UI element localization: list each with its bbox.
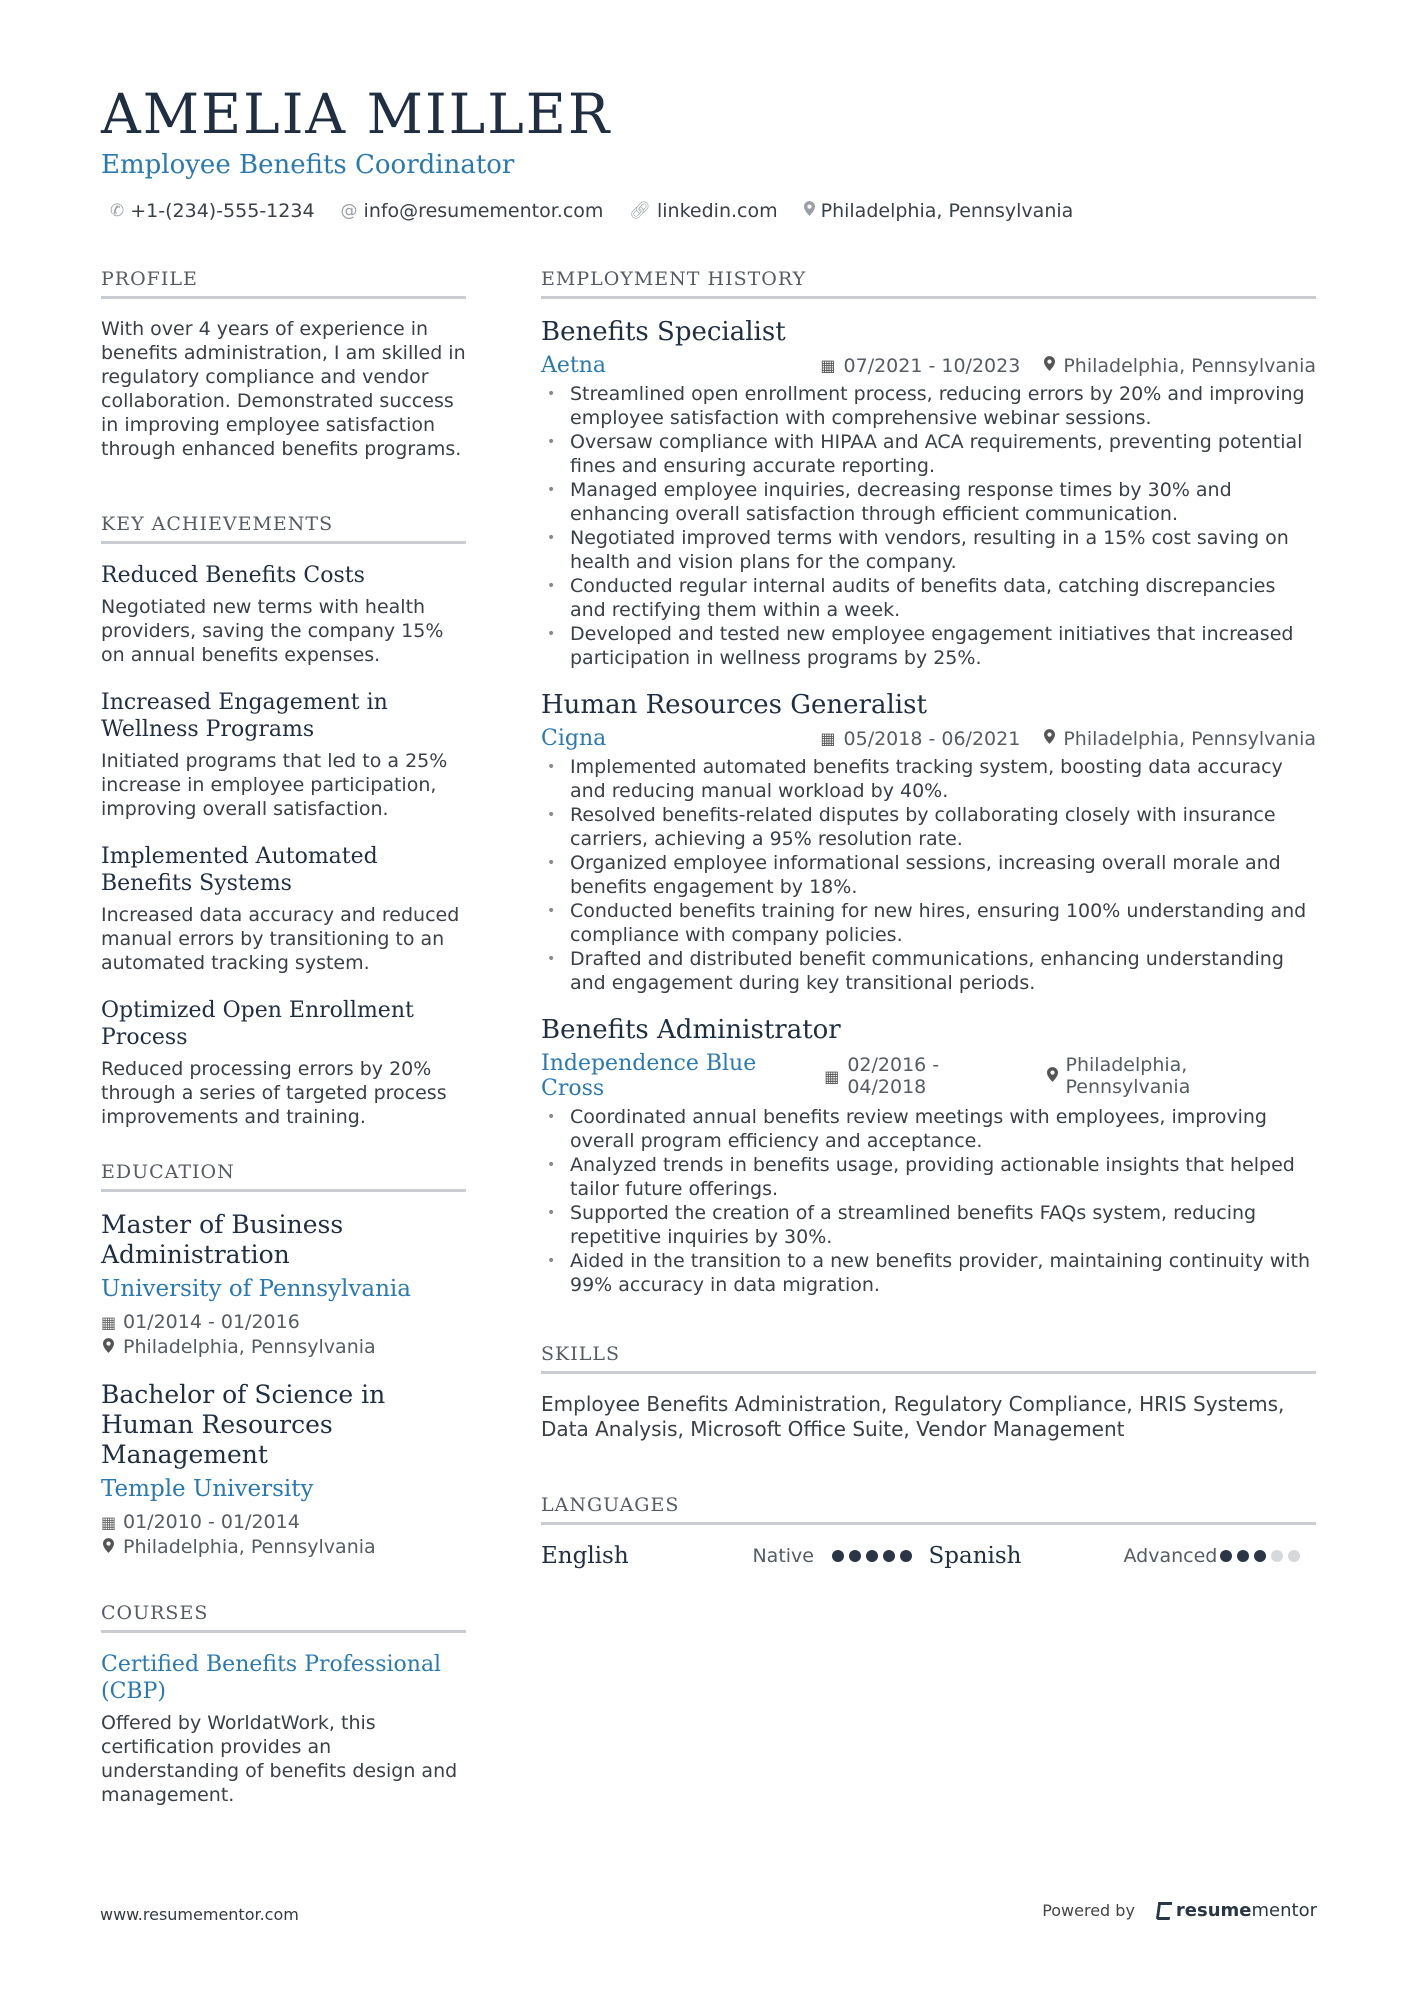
location-text: Philadelphia, Pennsylvania <box>1063 727 1316 750</box>
achievement-text: Initiated programs that led to a 25% increase in employee participation, improving overall satisfaction. <box>101 750 448 820</box>
job-bullet: • Conducted regular internal audits of benefits data, catching discrepancies and rectifying them within a week. <box>541 574 1316 622</box>
contact-bar <box>110 200 1073 222</box>
logo-mark-icon <box>1156 1902 1173 1920</box>
location-pin-icon <box>101 1535 115 1560</box>
course-title: Certified Benefits Professional (CBP) <box>101 1652 442 1704</box>
rating-dot-empty <box>1271 1550 1283 1562</box>
footer-website[interactable]: www.resumementor.com <box>100 1905 299 1924</box>
contact-email[interactable] <box>341 200 604 222</box>
job-bullet: • Organized employee informational sessions, increasing overall morale and benefits engagement by 18%. <box>541 851 1316 899</box>
dates-text: 07/2021 - 10/2023 <box>843 354 1021 377</box>
contact-location <box>804 200 1074 222</box>
rating-dot-filled <box>1254 1550 1266 1562</box>
location-text: Philadelphia, Pennsylvania <box>820 200 1074 222</box>
job-bullet: • Negotiated improved terms with vendors, resulting in a 15% cost saving on health and vision plans for the company. <box>541 526 1316 574</box>
job-dates <box>820 728 1020 750</box>
courses-section <box>101 1602 466 1807</box>
achievement-title: Reduced Benefits Costs <box>101 563 365 588</box>
language-rating <box>1220 1550 1300 1562</box>
achievement-title: Increased Engagement in Wellness Programs <box>101 690 388 742</box>
location-text: Philadelphia, Pennsylvania <box>1065 1054 1191 1098</box>
phone-text: +1-(234)-555-1234 <box>130 200 315 222</box>
achievement-item <box>101 843 466 975</box>
footer-brand <box>1042 1900 1317 1921</box>
education-item <box>101 1210 466 1360</box>
rating-dot-filled <box>832 1550 844 1562</box>
job-bullet: • Supported the creation of a streamlined benefits FAQs system, reducing repetitive inquiries by 30%. <box>541 1201 1316 1249</box>
job-dates <box>824 1054 1022 1098</box>
job-location <box>1044 728 1316 750</box>
job-entry <box>541 317 1316 670</box>
section-heading-languages: LANGUAGES <box>541 1494 1316 1525</box>
education-section <box>101 1161 466 1560</box>
school-name: University of Pennsylvania <box>101 1276 411 1302</box>
company-name: Independence Blue Cross <box>541 1051 757 1101</box>
logo-text-a: resume <box>1175 1900 1252 1921</box>
profile-section <box>101 268 466 461</box>
rating-dot-filled <box>866 1550 878 1562</box>
achievement-item <box>101 997 466 1129</box>
job-bullet: • Streamlined open enrollment process, reducing errors by 20% and improving employee satisfaction with comprehensive webinar sessions. <box>541 382 1316 430</box>
job-bullet: • Drafted and distributed benefit communications, enhancing understanding and engagement during key transitional periods. <box>541 947 1316 995</box>
degree-title: Bachelor of Science in Human Resources Management <box>101 1380 386 1469</box>
achievement-text: Increased data accuracy and reduced manual errors by transitioning to an automated tracking system. <box>101 904 460 974</box>
job-bullet: • Aided in the transition to a new benefits provider, maintaining continuity with 99% accuracy in data migration. <box>541 1249 1316 1297</box>
job-bullet: • Conducted benefits training for new hires, ensuring 100% understanding and compliance with company policies. <box>541 899 1316 947</box>
company-name: Cigna <box>541 726 607 751</box>
languages-section <box>541 1494 1316 1569</box>
location-pin-icon <box>1044 356 1055 375</box>
course-text: Offered by WorldatWork, this certification provides an understanding of benefits design and management. <box>101 1712 458 1806</box>
job-meta <box>820 728 1316 750</box>
achievement-item <box>101 689 466 821</box>
job-title: Employee Benefits Coordinator <box>101 150 515 180</box>
job-bullet: • Resolved benefits-related disputes by collaborating closely with insurance carriers, achieving a 95% resolution rate. <box>541 803 1316 851</box>
achievements-section <box>101 513 466 1129</box>
location-text: Philadelphia, Pennsylvania <box>1063 354 1316 377</box>
candidate-name: AMELIA MILLER <box>101 82 612 146</box>
resumementor-logo[interactable] <box>1157 1900 1317 1921</box>
job-meta <box>824 1054 1316 1098</box>
location-text: Philadelphia, Pennsylvania <box>123 1536 376 1558</box>
dates-text: 01/2010 - 01/2014 <box>123 1511 300 1533</box>
profile-text: With over 4 years of experience in benefits administration, I am skilled in regulatory compliance and vendor collaboration. Demonstrated success in improving employee satisfaction through enhanced benefits programs. <box>101 318 466 460</box>
logo-text-b: mentor <box>1251 1900 1317 1921</box>
skills-text: Employee Benefits Administration, Regulatory Compliance, HRIS Systems, Data Analysis, Microsoft Office Suite, Vendor Management <box>541 1392 1285 1441</box>
section-heading-skills: SKILLS <box>541 1343 1316 1374</box>
rating-dot-filled <box>1237 1550 1249 1562</box>
job-bullet: • Implemented automated benefits tracking system, boosting data accuracy and reducing manual workload by 40%. <box>541 755 1316 803</box>
left-column <box>101 268 466 1807</box>
dates-text: 02/2016 - 04/2018 <box>847 1054 940 1098</box>
language-item <box>541 1543 929 1569</box>
job-bullets <box>541 382 1316 670</box>
location-pin-icon <box>1047 1067 1058 1086</box>
school-name: Temple University <box>101 1476 314 1502</box>
job-meta-row <box>541 353 1316 378</box>
job-position: Benefits Specialist <box>541 317 786 347</box>
achievement-title: Optimized Open Enrollment Process <box>101 998 414 1050</box>
job-bullet: • Oversaw compliance with HIPAA and ACA requirements, preventing potential fines and ensuring accurate reporting. <box>541 430 1316 478</box>
section-heading-courses: COURSES <box>101 1602 466 1633</box>
job-location <box>1047 1054 1316 1098</box>
education-dates <box>101 1310 466 1335</box>
achievement-item <box>101 562 466 667</box>
calendar-icon: ▦ <box>824 1066 840 1086</box>
job-entry <box>541 1015 1316 1297</box>
education-location <box>101 1335 466 1360</box>
language-name: English <box>541 1543 629 1569</box>
languages-row <box>541 1543 1316 1569</box>
calendar-icon: ▦ <box>101 1313 117 1332</box>
achievement-text: Negotiated new terms with health providers, saving the company 15% on annual benefits expenses. <box>101 596 444 666</box>
location-pin-icon <box>1044 729 1055 748</box>
rating-dot-filled <box>900 1550 912 1562</box>
dates-text: 05/2018 - 06/2021 <box>843 727 1021 750</box>
calendar-icon: ▦ <box>820 356 836 375</box>
contact-phone[interactable] <box>110 200 315 222</box>
degree-title: Master of Business Administration <box>101 1210 344 1269</box>
job-meta-row <box>541 1051 1316 1101</box>
company-name: Aetna <box>541 353 607 378</box>
job-meta <box>820 355 1316 377</box>
section-heading-achievements: KEY ACHIEVEMENTS <box>101 513 466 544</box>
rating-dot-empty <box>1288 1550 1300 1562</box>
achievement-title: Implemented Automated Benefits Systems <box>101 844 378 896</box>
right-column <box>541 268 1316 1569</box>
at-icon: @ <box>340 201 358 221</box>
rating-dot-filled <box>883 1550 895 1562</box>
section-heading-education: EDUCATION <box>101 1161 466 1192</box>
job-bullets <box>541 1105 1316 1297</box>
job-bullets <box>541 755 1316 995</box>
education-location <box>101 1535 466 1560</box>
calendar-icon: ▦ <box>101 1513 117 1532</box>
job-bullet: • Managed employee inquiries, decreasing response times by 30% and enhancing overall satisfaction through efficient communication. <box>541 478 1316 526</box>
job-location <box>1044 355 1316 377</box>
education-item <box>101 1380 466 1560</box>
job-position: Human Resources Generalist <box>541 690 927 720</box>
language-level: Native <box>752 1545 814 1567</box>
link-icon: 🔗︎ <box>629 201 651 221</box>
email-text: info@resumementor.com <box>363 200 604 222</box>
location-text: Philadelphia, Pennsylvania <box>123 1336 376 1358</box>
course-item <box>101 1651 466 1807</box>
education-dates <box>101 1510 466 1535</box>
section-heading-profile: PROFILE <box>101 268 466 299</box>
language-level: Advanced <box>1123 1545 1218 1567</box>
job-entry <box>541 690 1316 995</box>
job-meta-row <box>541 726 1316 751</box>
job-bullet: • Developed and tested new employee engagement initiatives that increased participation in wellness programs by 25%. <box>541 622 1316 670</box>
language-rating <box>832 1550 912 1562</box>
calendar-icon: ▦ <box>820 729 836 748</box>
powered-by-text: Powered by <box>1042 1901 1135 1920</box>
job-dates <box>820 355 1020 377</box>
achievement-text: Reduced processing errors by 20% through a series of targeted process improvements and training. <box>101 1058 447 1128</box>
rating-dot-filled <box>849 1550 861 1562</box>
language-name: Spanish <box>928 1543 1022 1569</box>
section-heading-employment: EMPLOYMENT HISTORY <box>541 268 1316 299</box>
phone-icon: ✆ <box>110 201 125 221</box>
linkedin-text: linkedin.com <box>657 200 778 222</box>
job-bullet: • Coordinated annual benefits review meetings with employees, improving overall program efficiency and acceptance. <box>541 1105 1316 1153</box>
skills-section <box>541 1343 1316 1442</box>
contact-linkedin[interactable] <box>629 200 777 222</box>
dates-text: 01/2014 - 01/2016 <box>123 1311 300 1333</box>
rating-dot-filled <box>1220 1550 1232 1562</box>
location-pin-icon <box>101 1335 115 1360</box>
language-item <box>929 1543 1317 1569</box>
location-pin-icon <box>804 201 815 221</box>
job-bullet: • Analyzed trends in benefits usage, providing actionable insights that helped tailor future offerings. <box>541 1153 1316 1201</box>
job-position: Benefits Administrator <box>541 1015 841 1045</box>
employment-section <box>541 268 1316 1297</box>
